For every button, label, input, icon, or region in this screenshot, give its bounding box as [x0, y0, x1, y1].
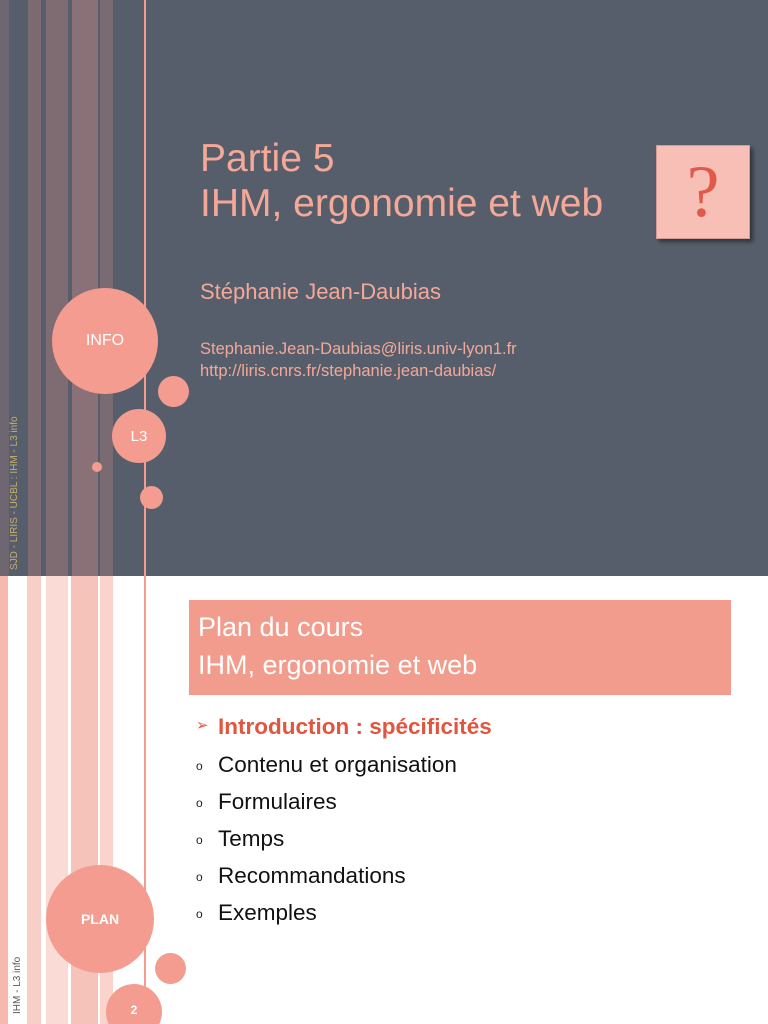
plan-slide [0, 576, 768, 1024]
email-link[interactable]: Stephanie.Jean-Daubias@liris.univ-lyon1.fr [200, 340, 517, 358]
info-circle [52, 288, 158, 394]
circle-bullet-icon: o [196, 759, 203, 773]
plan-item-active: Introduction : spécificités [218, 714, 492, 739]
circle-bullet-icon: o [196, 796, 203, 810]
question-mark-icon [656, 145, 750, 239]
decor-dot [140, 486, 163, 509]
level-circle [112, 409, 166, 463]
author-name: Stéphanie Jean-Daubias [200, 279, 441, 304]
contact-block [200, 338, 517, 382]
plan-header-line2: IHM, ergonomie et web [198, 650, 478, 680]
decor-stripe [27, 576, 41, 1024]
slide-title-line1: Partie 5 [200, 137, 335, 180]
decor-stripe [28, 0, 41, 576]
plan-item: Temps [218, 826, 285, 851]
plan-item: Exemples [218, 900, 317, 925]
decor-dot [158, 376, 189, 407]
decor-dot [155, 953, 186, 984]
plan-item: Formulaires [218, 789, 337, 814]
question-mark-glyph: ? [686, 151, 720, 233]
circle-bullet-icon: o [196, 907, 203, 921]
decor-stripe [0, 0, 9, 576]
arrow-bullet-icon: ➢ [196, 717, 209, 734]
plan-item: Recommandations [218, 863, 406, 888]
plan-item: Contenu et organisation [218, 752, 457, 777]
decor-dot [92, 462, 102, 472]
plan-header [189, 600, 731, 695]
website-link[interactable]: http://liris.cnrs.fr/stephanie.jean-daubias/ [200, 362, 497, 380]
side-caption: IHM - L3 info [12, 956, 23, 1014]
plan-header-line1: Plan du cours [198, 612, 364, 642]
decor-stripe [46, 0, 68, 576]
info-circle-label: INFO [85, 332, 125, 349]
decor-stripe [0, 576, 8, 1024]
slide-title-line2: IHM, ergonomie et web [200, 182, 604, 225]
circle-bullet-icon: o [196, 833, 203, 847]
level-circle-label: L3 [130, 427, 148, 445]
slide-title [200, 136, 603, 226]
circle-bullet-icon: o [196, 870, 203, 884]
side-caption: SJD - LIRIS - UCBL : IHM - L3 info [9, 416, 20, 570]
page-number: 2 [130, 1003, 138, 1017]
decor-line [144, 576, 146, 1024]
page-number-circle [106, 984, 162, 1024]
plan-circle-label: PLAN [80, 911, 120, 927]
plan-circle [46, 865, 154, 973]
